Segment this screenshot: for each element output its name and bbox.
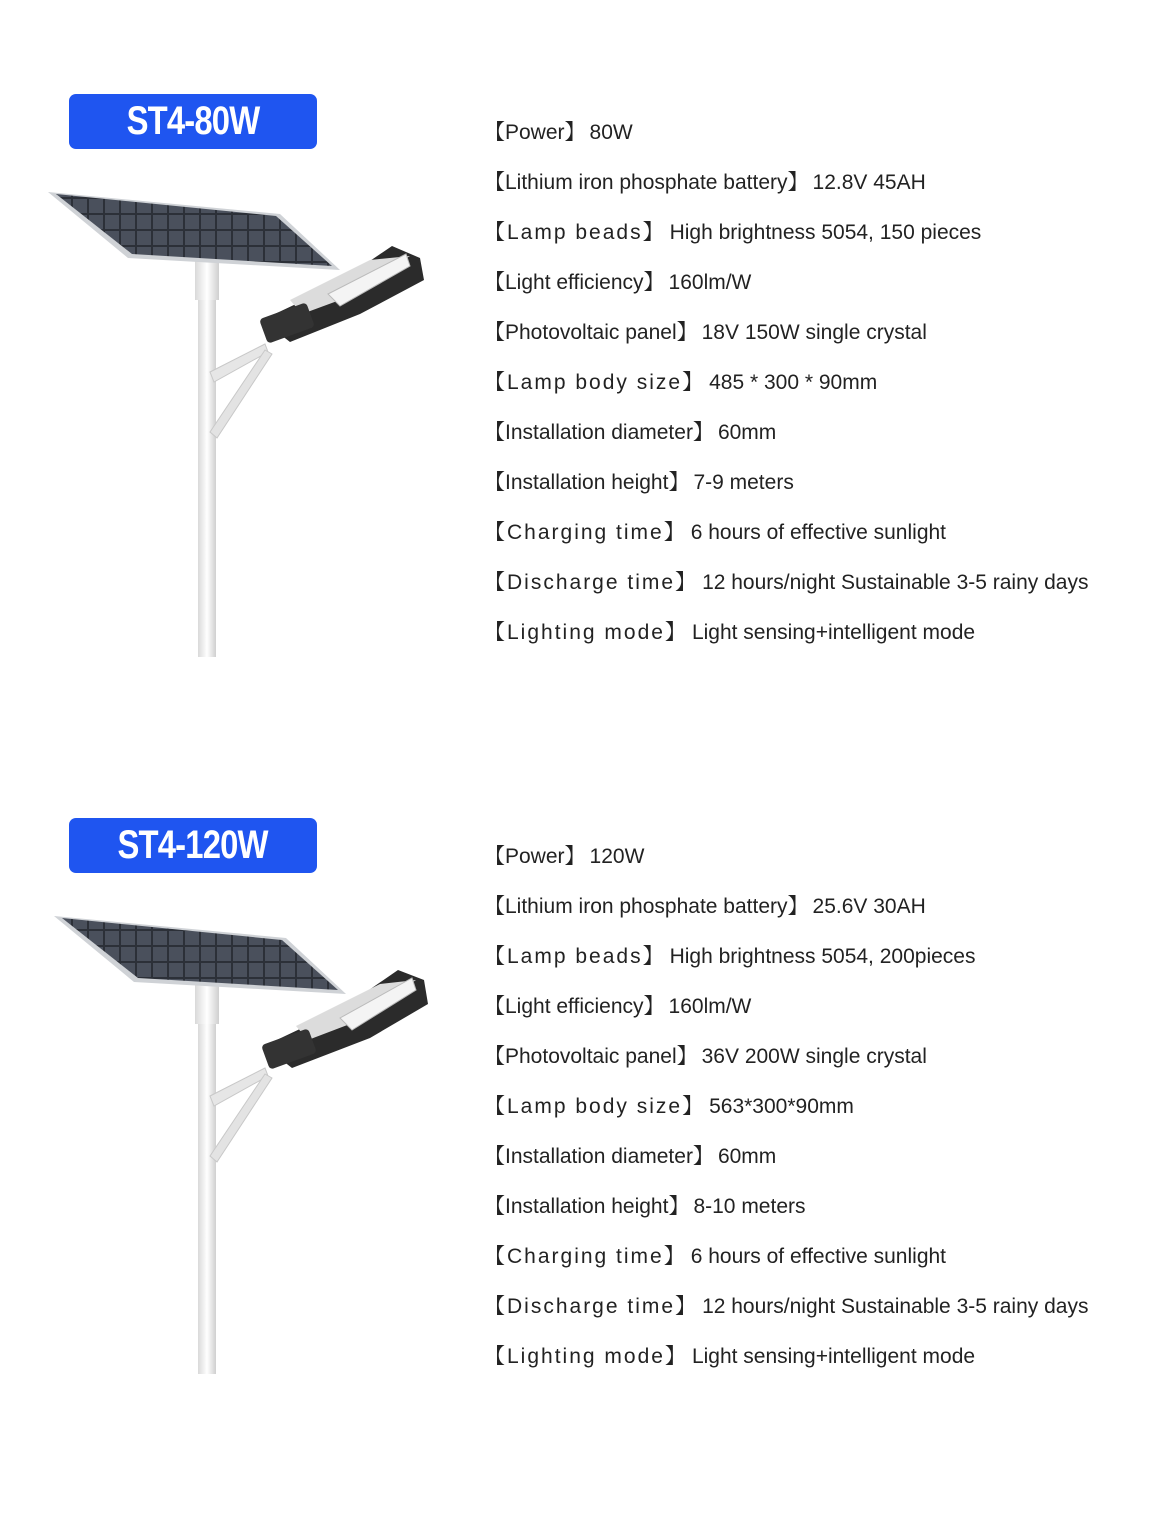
spec-row-pv-panel (484, 308, 1088, 358)
product-section-st4-80w (0, 0, 1150, 644)
spec-label: 【Installation diameter】 (484, 421, 714, 444)
spec-value: 8-10 meters (693, 1195, 806, 1218)
spec-label: 【Lithium iron phosphate battery】 (484, 171, 809, 194)
spec-row-install-height (484, 458, 1088, 508)
model-title: ST4-120W (117, 823, 269, 867)
spec-value: 563*300*90mm (709, 1095, 854, 1118)
spec-row-pv-panel (484, 1032, 1088, 1082)
spec-label: 【Installation height】 (484, 1195, 690, 1218)
spec-row-charging-time (484, 508, 1088, 558)
spec-row-lamp-beads (484, 932, 1088, 982)
spec-row-discharge-time (484, 1282, 1088, 1332)
spec-value: 25.6V 30AH (812, 895, 926, 918)
spec-value: 18V 150W single crystal (701, 321, 927, 344)
spec-label: 【Light efficiency】 (484, 271, 665, 294)
spec-row-light-efficiency (484, 258, 1088, 308)
spec-value: 60mm (717, 421, 777, 444)
spec-label: 【Photovoltaic panel】 (484, 321, 698, 344)
spec-row-lamp-beads (484, 208, 1088, 258)
spec-value: Light sensing+intelligent mode (691, 621, 976, 644)
spec-list (484, 108, 1088, 658)
spec-row-body-size (484, 1082, 1088, 1132)
spec-row-light-efficiency (484, 982, 1088, 1032)
spec-value: High brightness 5054, 200pieces (669, 945, 976, 968)
spec-row-lighting-mode (484, 1332, 1088, 1382)
spec-label: 【Charging time】 (484, 521, 687, 544)
spec-row-install-height (484, 1182, 1088, 1232)
spec-value: 485 * 300 * 90mm (709, 371, 878, 394)
spec-value: 36V 200W single crystal (701, 1045, 927, 1068)
model-badge (69, 94, 317, 149)
spec-value: 7-9 meters (693, 471, 794, 494)
spec-row-power (484, 108, 1088, 158)
spec-label: 【Lighting mode】 (484, 1345, 688, 1368)
spec-value: 60mm (717, 1145, 777, 1168)
spec-list (484, 832, 1088, 1382)
spec-row-battery (484, 158, 1088, 208)
spec-row-body-size (484, 358, 1088, 408)
spec-row-install-diameter (484, 408, 1088, 458)
spec-value: 80W (589, 121, 633, 144)
spec-value: 160lm/W (668, 271, 752, 294)
spec-value: Light sensing+intelligent mode (691, 1345, 976, 1368)
spec-label: 【Power】 (484, 121, 586, 144)
spec-label: 【Installation diameter】 (484, 1145, 714, 1168)
spec-value: 12.8V 45AH (812, 171, 926, 194)
spec-row-lighting-mode (484, 608, 1088, 658)
spec-label: 【Lamp body size】 (484, 371, 706, 394)
product-section-st4-120w (0, 724, 1150, 1368)
spec-label: 【Lamp beads】 (484, 221, 666, 244)
spec-value: High brightness 5054, 150 pieces (669, 221, 982, 244)
spec-label: 【Light efficiency】 (484, 995, 665, 1018)
spec-value: 120W (589, 845, 645, 868)
model-title: ST4-80W (126, 99, 260, 143)
spec-label: 【Lithium iron phosphate battery】 (484, 895, 809, 918)
spec-label: 【Photovoltaic panel】 (484, 1045, 698, 1068)
spec-label: 【Lamp beads】 (484, 945, 666, 968)
spec-label: 【Discharge time】 (484, 571, 699, 594)
spec-row-battery (484, 882, 1088, 932)
spec-row-power (484, 832, 1088, 882)
solar-street-light-image (40, 914, 440, 1389)
spec-value: 6 hours of effective sunlight (690, 521, 947, 544)
solar-street-light-image (40, 182, 440, 657)
spec-label: 【Installation height】 (484, 471, 690, 494)
model-badge (69, 818, 317, 873)
spec-label: 【Charging time】 (484, 1245, 687, 1268)
spec-label: 【Power】 (484, 845, 586, 868)
spec-value: 12 hours/night Sustainable 3-5 rainy days (702, 1295, 1089, 1318)
spec-value: 12 hours/night Sustainable 3-5 rainy days (702, 571, 1089, 594)
spec-row-charging-time (484, 1232, 1088, 1282)
spec-value: 160lm/W (668, 995, 752, 1018)
spec-label: 【Lamp body size】 (484, 1095, 706, 1118)
spec-label: 【Discharge time】 (484, 1295, 699, 1318)
spec-value: 6 hours of effective sunlight (690, 1245, 947, 1268)
spec-row-discharge-time (484, 558, 1088, 608)
spec-label: 【Lighting mode】 (484, 621, 688, 644)
spec-row-install-diameter (484, 1132, 1088, 1182)
